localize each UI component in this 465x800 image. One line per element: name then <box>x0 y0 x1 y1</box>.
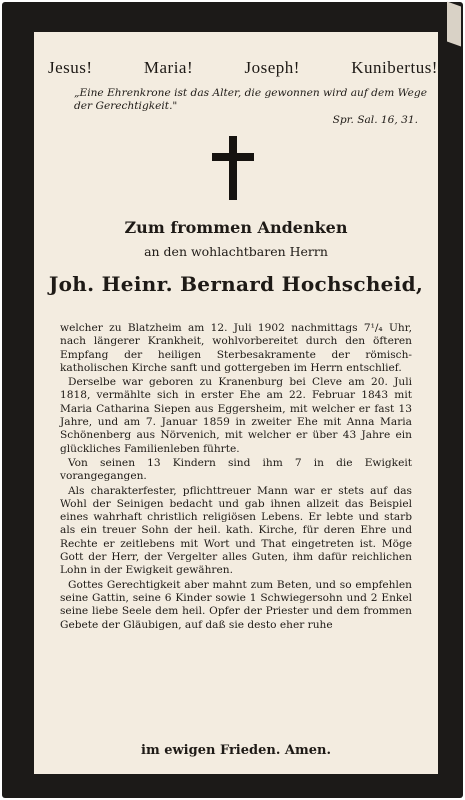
card-paper <box>34 32 438 774</box>
paragraph-prayer: Gottes Gerechtigkeit aber mahnt zum Beten, und so empfehlen seine Gattin, seine 6 Kinder sowie 1 Schwiegersohn und 2 Enkel seine liebe Seele dem heil. Opfer der Priester und dem frommen Gebete der Gläubigen, auf daß sie desto eher ruhe <box>60 578 412 631</box>
paragraph-death: welcher zu Blatzheim am 12. Juli 1902 nachmittags 7¹/₄ Uhr, nach längerer Krankheit, wohlvorbereitet durch den öfteren Empfang der heiligen Sterbesakramente der römisch-katholischen Kirche sanft und gottergeben im Herrn entschlief. <box>60 322 412 374</box>
paragraph-biography: Derselbe war geboren zu Kranenburg bei Cleve am 20. Juli 1818, vermählte sich in erster Ehe am 22. Februar 1843 mit Maria Catharina Siepen aus Eggersheim, mit welcher er fast 13 Jahre, und am 7. Januar 1859 in zweiter Ehe mit Anna Maria Schönenberg aus Nörvenich, mit welcher er über 43 Jahre ein glückliches Familienleben führte. <box>60 376 412 455</box>
header-name-jesus: Jesus! <box>48 58 93 77</box>
dedication-title: Zum frommen Andenken <box>124 218 348 237</box>
obituary-text <box>60 322 412 633</box>
closing-line: im ewigen Frieden. Amen. <box>141 743 331 758</box>
cross-icon <box>212 136 254 200</box>
dedication-subtitle: an den wohlachtbaren Herrn <box>144 244 328 259</box>
paragraph-character: Als charakterfester, pflichttreuer Mann war er stets auf das Wohl der Seinigen bedacht und gab ihnen allzeit das Beispiel eines wahrhaft christlich religiösen Lebens. Er lebte und starb als ein treuer Sohn der heil. kath. Kirche, für deren Ehre und Rechte er zeitlebens mit Wort und That eingetreten ist. Möge Gott der Herr, der Vergelter alles Guten, ihm dafür reichlichen Lohn in der Ewigkeit gewähren. <box>60 484 412 577</box>
header-name-joseph: Joseph! <box>244 58 300 77</box>
paragraph-children: Von seinen 13 Kindern sind ihm 7 in die Ewigkeit vorangegangen. <box>60 456 412 483</box>
card-corner <box>447 1 461 46</box>
deceased-name: Joh. Heinr. Bernard Hochscheid, <box>48 272 424 296</box>
scripture-quote: „Eine Ehrenkrone ist das Alter, die gewonnen wird auf dem Wege der Gerechtigkeit." <box>74 87 427 112</box>
holy-names-header <box>48 58 438 78</box>
memorial-card <box>2 2 463 798</box>
header-name-maria: Maria! <box>143 58 194 77</box>
scripture-source: Spr. Sal. 16, 31. <box>332 114 418 126</box>
header-name-kunibertus: Kunibertus! <box>351 58 438 77</box>
